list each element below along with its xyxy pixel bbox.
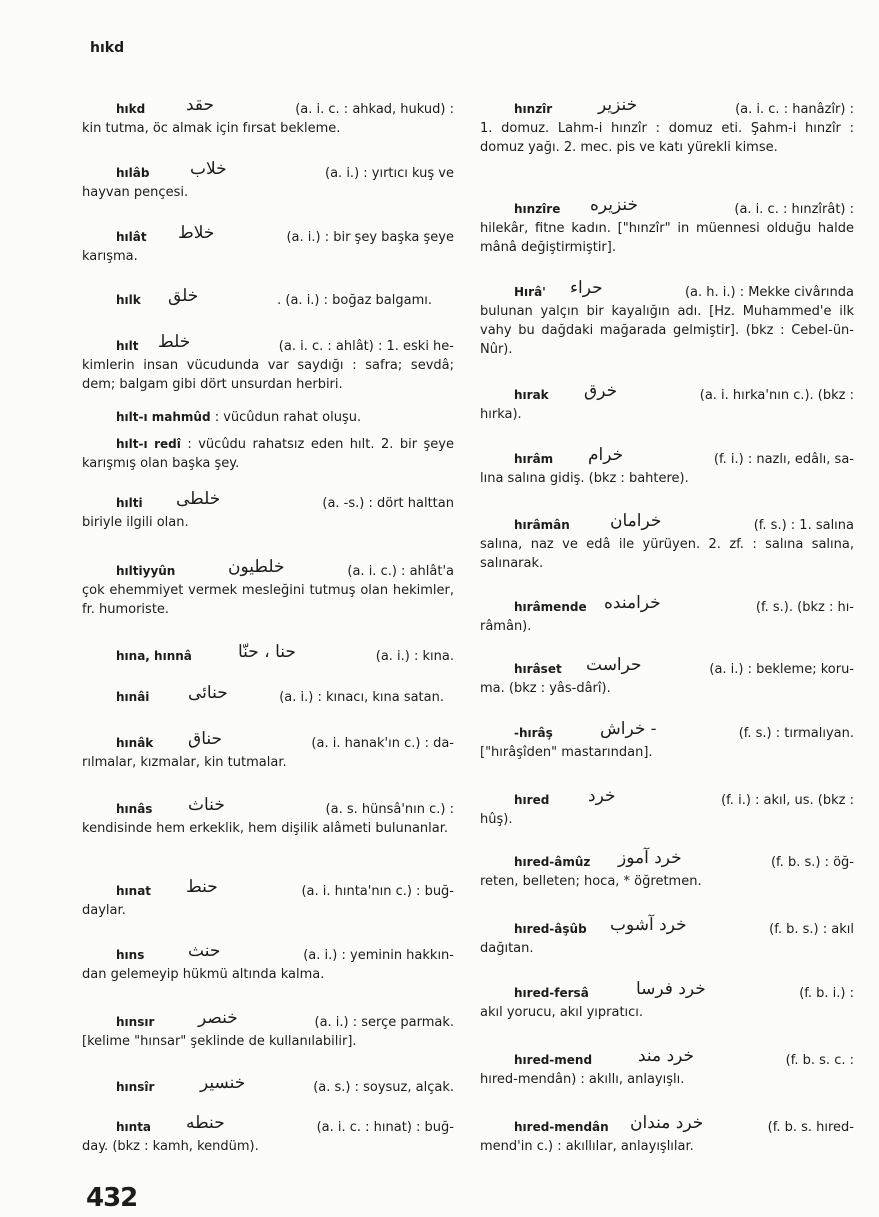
dictionary-entry	[480, 381, 854, 424]
headword: hıns	[116, 948, 145, 962]
definition: (a. s. hünsâ'nın c.) :	[325, 802, 454, 817]
dictionary-entry	[82, 642, 454, 666]
headword: hınsîr	[116, 1080, 155, 1094]
definition: (a. h. i.) : Mekke civârında	[684, 285, 854, 300]
definition-continued: hilekâr, fitne kadın. ["hınzîr" in müennesi olduğu halde mânâ değiştirmiştir].	[480, 221, 854, 255]
definition: (a. i.) : yeminin hakkın-	[303, 948, 454, 963]
headword: hılt	[116, 339, 139, 353]
dictionary-entry	[480, 786, 854, 829]
definition: (f. s.) : 1. salına	[753, 518, 854, 533]
arabic-script: - خراش	[600, 719, 657, 739]
definition: (f. b. s. hıred-	[767, 1120, 854, 1135]
definition: (a. i. c. : ahkad, hukud) :	[295, 102, 454, 117]
dictionary-entry	[82, 795, 454, 838]
definition-continued: hıred-mendân) : akıllı, anlayışlı.	[480, 1072, 685, 1087]
dictionary-entry	[82, 159, 454, 202]
headword: hınta	[116, 1120, 152, 1134]
headword: hıkd	[116, 102, 146, 116]
dictionary-entry	[82, 489, 454, 532]
dictionary-entry	[480, 1113, 854, 1156]
dictionary-entry	[480, 848, 854, 891]
headword: hırâset	[514, 662, 562, 676]
definition: (a. -s.) : dört halttan	[322, 496, 454, 511]
arabic-script: حناق	[188, 729, 223, 749]
definition-continued: biriyle ilgili olan.	[82, 515, 189, 530]
dictionary-entry	[82, 1113, 454, 1156]
arabic-script: خنزيره	[590, 195, 639, 215]
page-header-word: hıkd	[90, 40, 125, 56]
definition-continued: mend'in c.) : akıllılar, anlayışlılar.	[480, 1139, 694, 1154]
definition-continued: hayvan pençesi.	[82, 185, 189, 200]
definition-continued: daylar.	[82, 903, 126, 918]
arabic-script: حراء	[570, 278, 603, 298]
headword: hınâk	[116, 736, 154, 750]
headword: hıred-mend	[514, 1053, 593, 1067]
definition: : vücûdun rahat oluşu.	[214, 410, 362, 425]
dictionary-entry	[82, 941, 454, 984]
definition: (f. b. s.) : öğ-	[770, 855, 854, 870]
dictionary-entry	[480, 445, 854, 488]
arabic-script: حقد	[186, 95, 215, 115]
arabic-script: حنائى	[188, 683, 228, 703]
arabic-script: خناث	[188, 795, 225, 815]
dictionary-entry	[480, 719, 854, 762]
arabic-script: خرد مندان	[630, 1113, 704, 1133]
arabic-script: خرامان	[610, 511, 662, 531]
dictionary-entry	[480, 915, 854, 958]
definition-continued: kendisinde hem erkeklik, hem dişilik alâmeti bulunanlar.	[82, 821, 449, 836]
dictionary-entry	[480, 593, 854, 636]
headword: hınzîre	[514, 202, 561, 216]
headword: hıred-âmûz	[514, 855, 591, 869]
definition-continued: salına, naz ve edâ ile yürüyen. 2. zf. : salına salına, salınarak.	[480, 537, 854, 571]
headword: hınat	[116, 884, 152, 898]
definition: (a. i. c. : hınzîrât) :	[734, 202, 854, 217]
definition: (f. b. s.) : akıl	[769, 922, 854, 937]
arabic-script: خنصر	[198, 1008, 238, 1028]
definition: (f. b. s. c. :	[785, 1053, 854, 1068]
dictionary-entry	[480, 1046, 854, 1089]
dictionary-entry	[82, 1008, 454, 1051]
definition-continued: rılmalar, kızmalar, kin tutmalar.	[82, 755, 287, 770]
headword: -hırâş	[514, 726, 553, 740]
dictionary-entry	[480, 195, 854, 257]
definition-continued: karışma.	[82, 249, 138, 264]
dictionary-entry	[480, 511, 854, 573]
dictionary-entry	[82, 1073, 454, 1097]
definition: (f. s.). (bkz : hı-	[755, 600, 854, 615]
definition: (a. i.) : serçe parmak.	[314, 1015, 454, 1030]
headword: Hırâ'	[514, 285, 546, 299]
dictionary-entry	[480, 95, 854, 157]
definition: (a. i. c. : ahlât) : 1. eski he-	[278, 339, 454, 354]
headword: hına, hınnâ	[116, 649, 192, 663]
definition-continued: reten, belleten; hoca, * öğretmen.	[480, 874, 702, 889]
definition: (a. i.) : yırtıcı kuş ve	[325, 166, 454, 181]
arabic-script: حنث	[188, 941, 221, 961]
headword: hıltiyyûn	[116, 564, 176, 578]
dictionary-entry	[82, 223, 454, 266]
headword: hılt-ı redî	[116, 437, 181, 451]
arabic-script: خرق	[584, 381, 618, 401]
definition-continued: çok ehemmiyet vermek mesleğini tutmuş olan hekimler, fr. humoriste.	[82, 583, 454, 617]
arabic-script: حراست	[586, 655, 642, 675]
headword: hılti	[116, 496, 143, 510]
dictionary-entry	[82, 332, 454, 394]
definition: (a. s.) : soysuz, alçak.	[313, 1080, 454, 1095]
definition: (f. i.) : akıl, us. (bkz :	[721, 793, 854, 808]
definition-continued: ["hırâşîden" mastarından].	[480, 745, 653, 760]
headword: hırâm	[514, 452, 554, 466]
arabic-script: خرد مند	[638, 1046, 695, 1066]
headword: hırâmân	[514, 518, 570, 532]
definition-continued: [kelime "hınsar" şeklinde de kullanılabilir].	[82, 1034, 357, 1049]
definition-continued: lına salına gidiş. (bkz : bahtere).	[480, 471, 689, 486]
arabic-script: خلطيون	[228, 557, 285, 577]
definition: (a. i. hırka'nın c.). (bkz :	[699, 388, 854, 403]
dictionary-entry	[82, 95, 454, 138]
dictionary-entry	[82, 557, 454, 619]
headword: hırâmende	[514, 600, 587, 614]
definition: (a. i.) : kına.	[375, 649, 454, 664]
definition-continued: bulunan yalçın bir kayalığın adı. [Hz. Muhammed'e ilk vahy bu dağdaki mağarada gelmiştir]. (bkz : Cebel-ün-Nûr).	[480, 304, 854, 357]
arabic-script: خرام	[588, 445, 624, 465]
headword: hınsır	[116, 1015, 155, 1029]
definition-continued: râmân).	[480, 619, 532, 634]
arabic-script: خلط	[158, 332, 191, 352]
headword: hınzîr	[514, 102, 553, 116]
dictionary-entry	[480, 655, 854, 698]
definition-continued: hırka).	[480, 407, 522, 422]
definition: (a. i. hınta'nın c.) : buğ-	[301, 884, 454, 899]
dictionary-entry	[480, 278, 854, 359]
definition-continued: 1. domuz. Lahm-i hınzîr : domuz eti. Şahm-i hınzîr : domuz yağı. 2. mec. pis ve katı yürekli kimse.	[480, 121, 854, 155]
headword: hıred	[514, 793, 550, 807]
headword: hınâs	[116, 802, 153, 816]
arabic-script: خرد آشوب	[610, 915, 687, 935]
definition: (a. i. hanak'ın c.) : da-	[311, 736, 454, 751]
definition-continued: ma. (bkz : yâs-dârî).	[480, 681, 611, 696]
arabic-script: حنطه	[186, 1113, 225, 1133]
definition: (a. i.) : kınacı, kına satan.	[279, 690, 444, 705]
dictionary-entry	[82, 729, 454, 772]
arabic-script: خلق	[168, 286, 199, 306]
arabic-script: خرد	[588, 786, 616, 806]
arabic-script: خرد فرسا	[636, 979, 706, 999]
dictionary-entry	[82, 683, 454, 707]
definition-continued: day. (bkz : kamh, kendüm).	[82, 1139, 259, 1154]
definition-continued: dan gelemeyip hükmü altında kalma.	[82, 967, 325, 982]
arabic-script: خلاط	[178, 223, 215, 243]
definition-continued: kimlerin insan vücudunda var saydığı : safra; sevdâ; dem; balgam gibi dört unsurdan herbiri.	[82, 358, 454, 392]
definition-continued: hûş).	[480, 812, 513, 827]
arabic-script: خرد آموز	[618, 848, 682, 868]
arabic-script: خلاب	[190, 159, 227, 179]
arabic-script: حنا ، حنّا	[238, 642, 296, 662]
definition: (f. i.) : nazlı, edâlı, sa-	[713, 452, 854, 467]
definition: . (a. i.) : boğaz balgamı.	[277, 293, 432, 308]
headword: hınâi	[116, 690, 150, 704]
sub-entry	[82, 435, 454, 473]
definition: (a. i.) : bir şey başka şeye	[286, 230, 454, 245]
definition-continued: kin tutma, öc almak için fırsat bekleme.	[82, 121, 341, 136]
headword: hılt-ı mahmûd	[116, 410, 211, 424]
arabic-script: خنزير	[598, 95, 638, 115]
definition-continued: akıl yorucu, akıl yıpratıcı.	[480, 1005, 644, 1020]
headword: hıred-âşûb	[514, 922, 587, 936]
headword: hılk	[116, 293, 141, 307]
arabic-script: خنسير	[200, 1073, 246, 1093]
dictionary-entry	[82, 286, 454, 310]
headword: hılâb	[116, 166, 150, 180]
definition: : vücûdu rahatsız eden hılt. 2. bir şeye karışmış olan başka şey.	[82, 437, 454, 471]
headword: hıred-fersâ	[514, 986, 589, 1000]
definition: (f. b. i.) :	[799, 986, 854, 1001]
headword: hırak	[514, 388, 549, 402]
headword: hıred-mendân	[514, 1120, 609, 1134]
definition: (a. i.) : bekleme; koru-	[709, 662, 854, 677]
definition: (a. i. c. : hanâzîr) :	[735, 102, 854, 117]
definition: (a. i. c. : hınat) : buğ-	[316, 1120, 454, 1135]
sub-entry	[116, 408, 456, 427]
definition: (a. i. c.) : ahlât'a	[347, 564, 454, 579]
page-number: 432	[86, 1183, 138, 1213]
headword: hılât	[116, 230, 147, 244]
definition: (f. s.) : tırmalıyan.	[738, 726, 854, 741]
arabic-script: خلطى	[176, 489, 221, 509]
dictionary-entry	[82, 877, 454, 920]
arabic-script: حنط	[186, 877, 218, 897]
definition-continued: dağıtan.	[480, 941, 534, 956]
arabic-script: خرامنده	[604, 593, 661, 613]
dictionary-entry	[480, 979, 854, 1022]
